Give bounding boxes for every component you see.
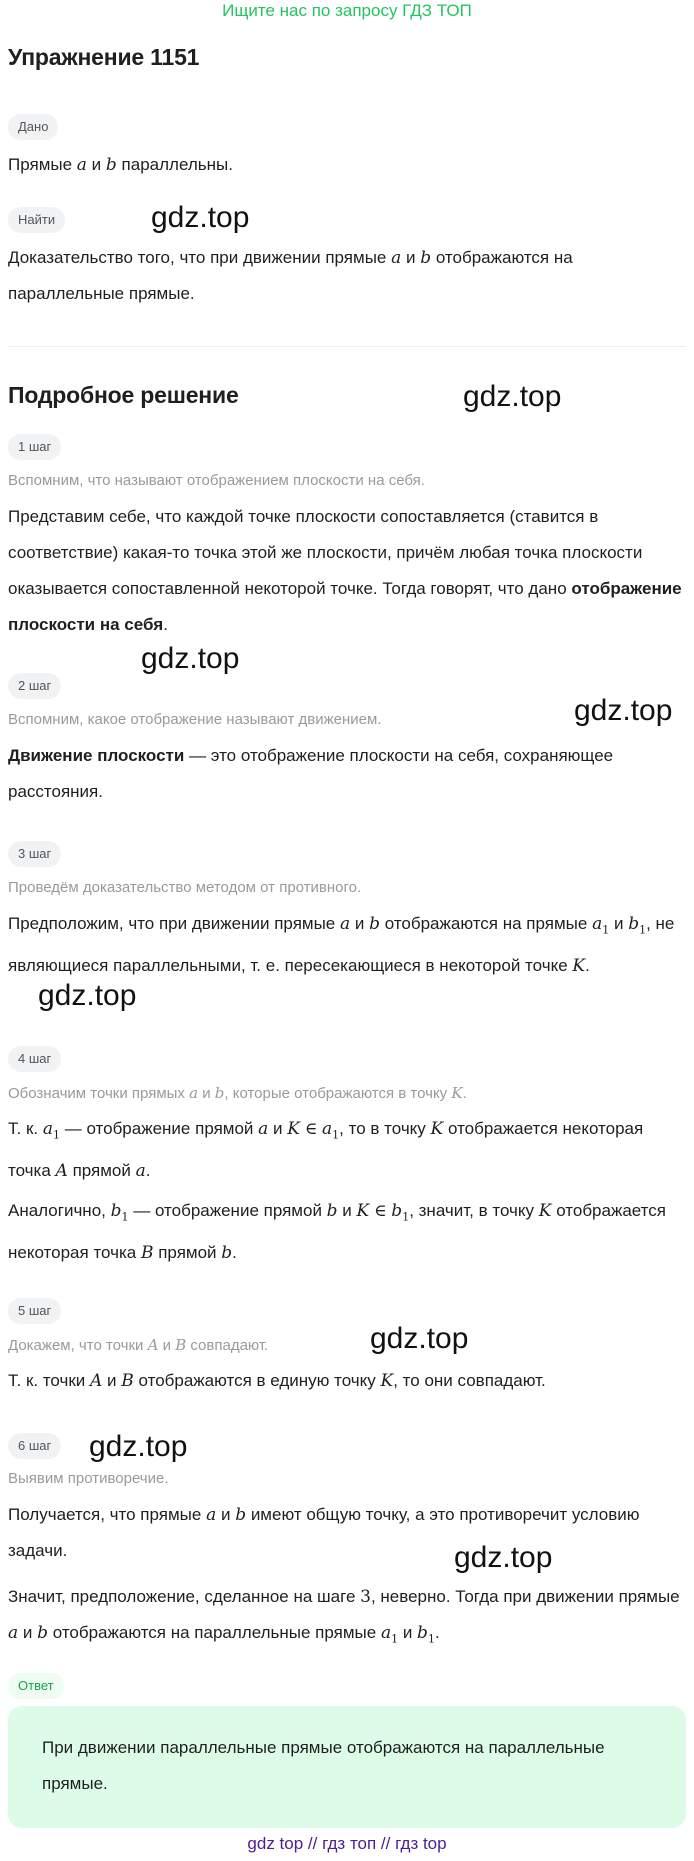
find-text: Доказательство того, что при движении прямые a и b отображаются на параллельные прямые.	[8, 248, 573, 303]
step-5-text: Т. к. точки A и B отображаются в единую точку K, то они совпадают.	[8, 1371, 546, 1391]
watermark: gdz.top	[574, 694, 673, 727]
answer-badge: Ответ	[8, 1673, 64, 1699]
given-badge: Дано	[8, 114, 58, 140]
given-text: Прямые a и b параллельны.	[8, 155, 233, 175]
page-title: Упражнение 1151	[8, 44, 200, 70]
watermark: gdz.top	[141, 642, 240, 675]
watermark: gdz.top	[151, 201, 250, 234]
watermark: gdz.top	[463, 380, 562, 413]
section-divider	[8, 346, 686, 347]
step-4-paragraph-1: Т. к. $a_1$ — отображение прямой a и K ∈ $a_1$, то в точку K отображается некоторая точка A прямой a.	[8, 1119, 644, 1182]
step-3-badge: 3 шаг	[8, 841, 61, 867]
step-4-paragraph-2: Аналогично, $b_1$ — отображение прямой b и K ∈ $b_1$, значит, в точку K отображается некоторая точка B прямой b.	[8, 1201, 666, 1264]
step-6-paragraph-2: Значит, предположение, сделанное на шаге 3, неверно. Тогда при движении прямые a и b отображаются на параллельные прямые $a_1$ и $b_1$.	[8, 1587, 680, 1646]
top-banner[interactable]: Ищите нас по запросу ГДЗ ТОП	[222, 1, 472, 20]
step-4-hint: Обозначим точки прямых a и b, которые отображаются в точку K.	[8, 1084, 467, 1102]
answer-box	[8, 1706, 686, 1828]
step-6-hint: Выявим противоречие.	[8, 1470, 169, 1487]
step-3-hint: Проведём доказательство методом от противного.	[8, 879, 362, 896]
step-5-hint: Докажем, что точки A и B совпадают.	[8, 1336, 269, 1354]
watermark: gdz.top	[370, 1322, 469, 1355]
watermark: gdz.top	[89, 1430, 188, 1463]
step-5-badge: 5 шаг	[8, 1298, 61, 1324]
watermark: gdz.top	[454, 1541, 553, 1574]
find-badge: Найти	[8, 207, 65, 233]
step-2-text: Движение плоскости — это отображение плоскости на себя, сохраняющее расстояния.	[8, 746, 614, 801]
step-2-hint: Вспомним, какое отображение называют движением.	[8, 711, 382, 728]
step-6-paragraph-1: Получается, что прямые a и b имеют общую точку, а это противоречит условию задачи.	[8, 1505, 640, 1560]
solution-title: Подробное решение	[8, 382, 239, 408]
step-6-badge: 6 шаг	[8, 1433, 61, 1459]
step-2-badge: 2 шаг	[8, 673, 61, 699]
step-4-badge: 4 шаг	[8, 1046, 61, 1072]
step-1-hint: Вспомним, что называют отображением плоскости на себя.	[8, 472, 425, 489]
step-3-text: Предположим, что при движении прямые a и b отображаются на прямые $a_1$ и $b_1$, не являющиеся параллельными, т. е. пересекающиеся в некоторой точке K.	[8, 914, 675, 977]
footer-links[interactable]: gdz top // гдз топ // гдз top	[247, 1834, 447, 1853]
step-1-badge: 1 шаг	[8, 434, 61, 460]
step-1-text: Представим себе, что каждой точке плоскости сопоставляется (ставится в соответствие) какая-то точка этой же плоскости, причём любая точка плоскости оказывается сопоставленной некоторой точке. Тогда говорят, что дано отображение плоскости на себя.	[8, 507, 682, 634]
watermark: gdz.top	[38, 979, 137, 1012]
answer-text: При движении параллельные прямые отображаются на параллельные прямые.	[42, 1738, 605, 1793]
